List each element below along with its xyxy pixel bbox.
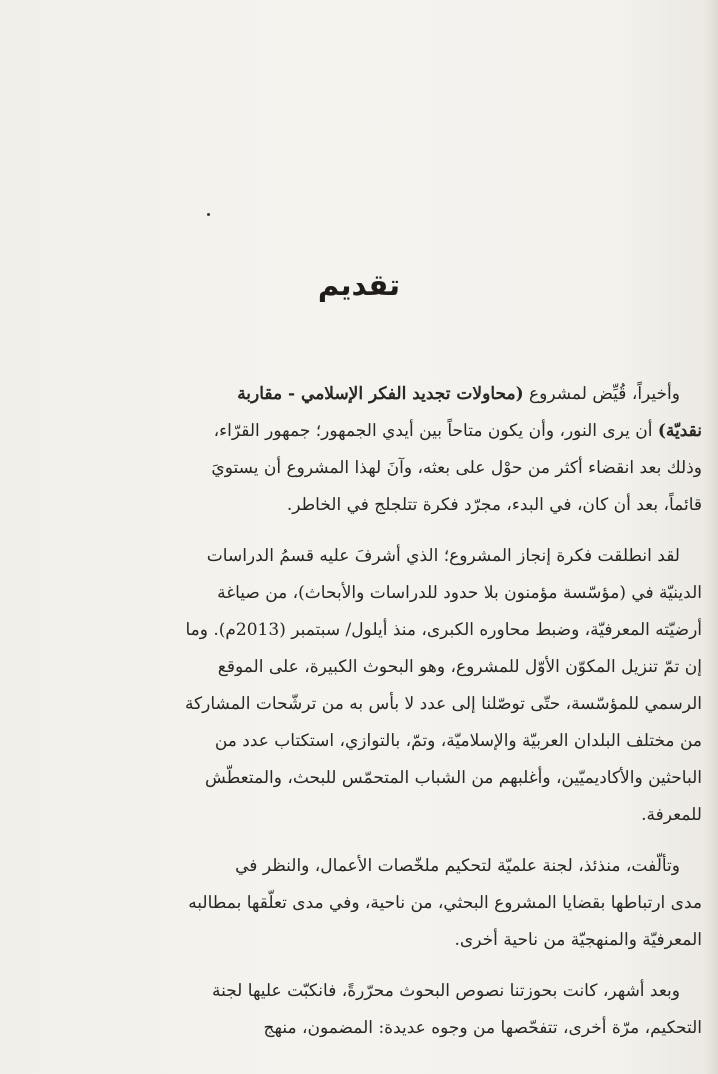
text-segment: المعرفيّة والمنهجيّة من ناحية أخرى.: [454, 930, 702, 950]
text-segment: الباحثين والأكاديميّين، وأغلبهم من الشباب المتحمّس للبحث، والمتعطّش: [205, 768, 702, 788]
text-line: [100, 575, 718, 612]
text-line: [100, 649, 718, 686]
paragraph: [100, 376, 718, 524]
text-line: [100, 760, 718, 797]
text-line: [100, 487, 718, 524]
text-segment: أرضيّته المعرفيّة، وضبط محاوره الكبرى، منذ أيلول/ سبتمبر (2013م). وما: [185, 620, 702, 640]
chapter-heading: تقديم: [317, 268, 401, 302]
body-text: [100, 376, 718, 1061]
text-segment: مدى ارتباطها بقضايا المشروع البحثي، من ناحية، وفي مدى تعلّقها بمطالبه: [188, 893, 702, 913]
text-segment: وأخيراً، قُيِّض لمشروع: [523, 384, 680, 404]
paragraph: [100, 973, 718, 1047]
text-segment: إن تمّ تنزيل المكوّن الأوّل للمشروع، وهو البحوث الكبيرة، على الموقع: [217, 657, 702, 677]
text-segment: وتألّفت، منذئذ، لجنة علميّة لتحكيم ملخّصات الأعمال، والنظر في: [235, 856, 680, 876]
paragraph: [100, 538, 718, 834]
text-segment: لقد انطلقت فكرة إنجاز المشروع؛ الذي أشرفَ عليه قسمُ الدراسات: [206, 546, 680, 566]
text-line: [100, 723, 718, 760]
text-segment: التحكيم، مرّة أخرى، تتفحّصها من وجوه عديدة: المضمون، منهج: [263, 1018, 702, 1038]
text-segment: للمعرفة.: [641, 805, 702, 825]
text-line: [100, 612, 718, 649]
bold-title-segment: نقديّة): [657, 421, 702, 441]
text-line: [100, 973, 718, 1010]
text-segment: وبعد أشهر، كانت بحوزتنا نصوص البحوث محرّرةً، فانكبّت عليها لجنة: [211, 981, 680, 1001]
text-segment: من مختلف البلدان العربيّة والإسلاميّة، وتمّ، بالتوازي، استكتاب عدد من: [214, 731, 702, 751]
paragraph: [100, 848, 718, 959]
text-line: [100, 376, 718, 413]
text-line: [100, 413, 718, 450]
ink-dot: [207, 213, 210, 216]
text-segment: الدينيّة في (مؤسّسة مؤمنون بلا حدود للدراسات والأبحاث)، من صياغة: [217, 583, 702, 603]
bold-title-segment: (محاولات تجديد الفكر الإسلامي - مقاربة: [237, 384, 524, 404]
text-line: [100, 922, 718, 959]
text-segment: وذلك بعد انقضاء أكثر من حوْل على بعثه، وآنَ لهذا المشروع أن يستويَ: [211, 458, 702, 478]
text-line: [100, 538, 718, 575]
text-segment: قائماً، بعد أن كان، في البدء، مجرّد فكرة تتلجلج في الخاطر.: [286, 495, 702, 515]
text-line: [100, 848, 718, 885]
text-line: [100, 797, 718, 834]
text-line: [100, 1010, 718, 1047]
text-line: [100, 450, 718, 487]
text-line: [100, 885, 718, 922]
text-line: [100, 686, 718, 723]
text-segment: أن يرى النور، وأن يكون متاحاً بين أيدي الجمهور؛ جمهور القرّاء،: [213, 421, 658, 441]
text-segment: الرسمي للمؤسّسة، حتّى توصّلنا إلى عدد لا بأس به من ترشّحات المشاركة: [184, 694, 702, 714]
